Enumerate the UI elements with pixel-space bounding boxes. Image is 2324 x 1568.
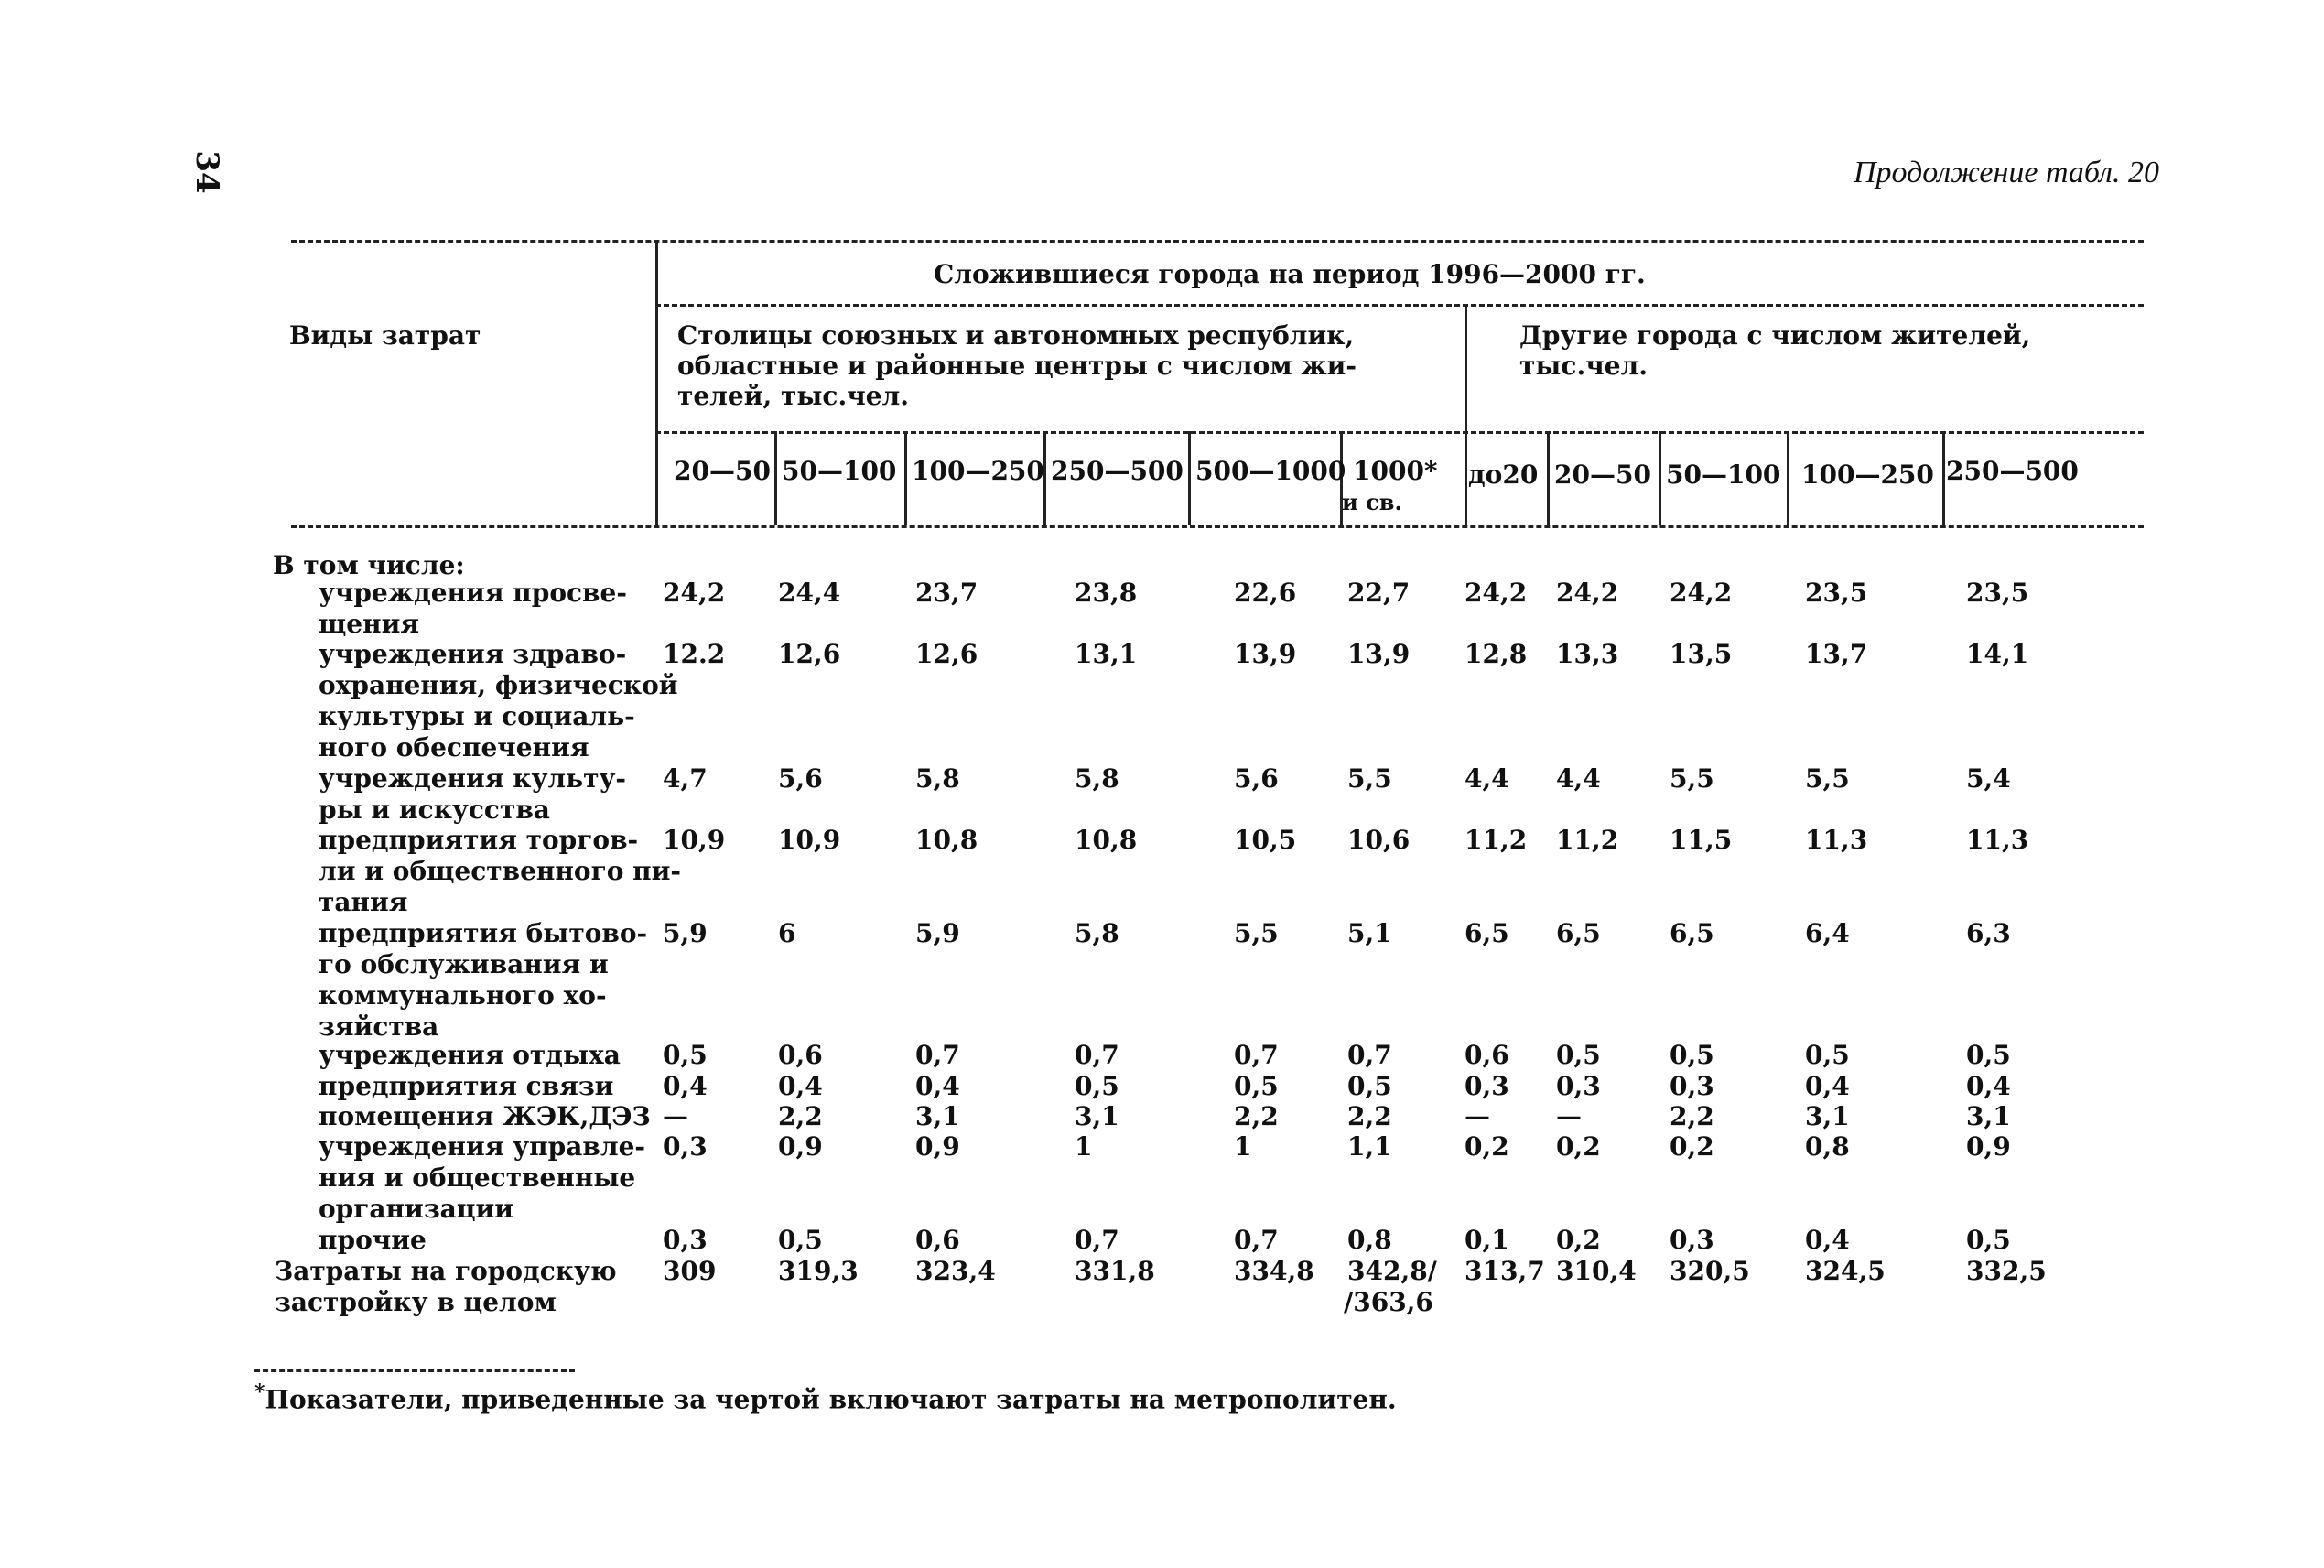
table-cell: 24,2 — [1670, 578, 1733, 608]
table-cell: 6,5 — [1670, 918, 1714, 948]
row-label-line: учреждения просве- — [319, 578, 627, 608]
subgroup-rule — [655, 431, 2144, 434]
row-label-line: прочие — [319, 1225, 427, 1255]
row-label — [319, 763, 626, 826]
table-cell: 6,4 — [1805, 918, 1850, 948]
table-cell: 23,7 — [915, 578, 978, 608]
page-number: 34 — [189, 150, 225, 194]
table-cell: 0,3 — [1670, 1071, 1714, 1101]
row-label-line: предприятия торгов- — [319, 825, 639, 855]
table-cell: 3,1 — [1075, 1101, 1119, 1131]
row-label — [319, 1225, 427, 1256]
row-label-line: коммунального хо- — [319, 980, 607, 1011]
row-label — [319, 1040, 621, 1071]
table-cell: 0,7 — [1234, 1040, 1279, 1070]
table-cell: 0,2 — [1465, 1131, 1509, 1162]
continuation-title: Продолжение табл. 20 — [1853, 156, 2159, 189]
table-cell: 2,2 — [778, 1101, 823, 1131]
table-cell: 0,6 — [915, 1225, 960, 1255]
table-cell: 11,2 — [1465, 825, 1528, 855]
row-label-line: учреждения отдыха — [319, 1040, 621, 1070]
table-cell: 13,5 — [1670, 639, 1733, 669]
column-header: 250—500 — [1946, 456, 2079, 486]
row-label-line: культуры и социаль- — [319, 701, 635, 731]
column-header: 100—250 — [912, 456, 1044, 486]
table-cell: 0,3 — [663, 1131, 708, 1162]
group-title: Сложившиеся города на период 1996—2000 гг. — [934, 259, 1646, 289]
row-label-line: тания — [319, 887, 408, 917]
table-cell: 5,5 — [1234, 918, 1279, 948]
total-extra: /363,6 — [1344, 1287, 1433, 1317]
table-cell: 10,5 — [1234, 825, 1297, 855]
table-cell: 5,1 — [1347, 918, 1392, 948]
table-cell: 12.2 — [663, 639, 726, 669]
table-cell: 3,1 — [915, 1101, 960, 1131]
row-label-line: ры и искусства — [319, 795, 550, 825]
column-header: 20—50 — [674, 456, 771, 486]
subgroup-a-line: телей, тыс.чел. — [677, 381, 909, 411]
subgroup-b-line: Другие города с числом жителей, — [1519, 320, 2031, 351]
table-cell: 0,9 — [778, 1131, 823, 1162]
row-label-line: ного обеспечения — [319, 732, 589, 762]
table-cell: 6,5 — [1465, 918, 1509, 948]
table-cell: 24,2 — [663, 578, 726, 608]
table-cell: 0,4 — [1966, 1071, 2011, 1101]
header-bottom-rule — [291, 525, 2144, 528]
table-cell: 10,9 — [778, 825, 841, 855]
footnote — [254, 1380, 1397, 1414]
table-cell: 0,2 — [1670, 1131, 1714, 1162]
table-cell: 0,2 — [1556, 1131, 1601, 1162]
total-label — [275, 1256, 617, 1318]
column-header: 20—50 — [1554, 460, 1651, 490]
table-cell: 23,8 — [1075, 578, 1138, 608]
column-header: 50—100 — [1666, 460, 1781, 490]
table-cell: 5,6 — [778, 763, 823, 794]
total-cell: 324,5 — [1805, 1256, 1886, 1286]
table-cell: 1 — [1234, 1131, 1252, 1162]
table-cell: 13,9 — [1234, 639, 1297, 669]
table-cell: 0,5 — [1966, 1040, 2011, 1070]
table-cell: 0,2 — [1556, 1225, 1601, 1255]
table-cell: 0,7 — [1075, 1225, 1119, 1255]
row-label-line: щения — [319, 609, 420, 639]
footnote-mark: * — [254, 1380, 265, 1404]
total-cell: 320,5 — [1670, 1256, 1750, 1286]
row-header: Виды затрат — [289, 320, 481, 351]
subgroup-b-title — [1519, 320, 2030, 381]
table-cell: 6,3 — [1966, 918, 2011, 948]
total-cell: 323,4 — [915, 1256, 996, 1286]
table-cell: — — [1465, 1101, 1490, 1131]
table-cell: 0,8 — [1805, 1131, 1850, 1162]
row-label-line: зяйства — [319, 1011, 439, 1042]
table-cell: 12,8 — [1465, 639, 1528, 669]
table-cell: 12,6 — [915, 639, 978, 669]
table-cell: 24,4 — [778, 578, 841, 608]
col-divider — [1188, 431, 1191, 525]
row-label — [319, 1071, 613, 1102]
row-label — [319, 639, 678, 763]
row-label-line: учреждения управле- — [319, 1131, 646, 1162]
table-cell: 0,5 — [1347, 1071, 1392, 1101]
total-cell: 313,7 — [1465, 1256, 1545, 1286]
table-cell: 0,1 — [1465, 1225, 1509, 1255]
col-divider — [774, 431, 777, 525]
total-cell: 342,8/ — [1347, 1256, 1437, 1286]
total-cell: 309 — [663, 1256, 717, 1286]
table-cell: 0,6 — [1465, 1040, 1509, 1070]
table-cell: 0,3 — [1556, 1071, 1601, 1101]
row-label-line: ния и общественные — [319, 1162, 636, 1193]
table-cell: 6,5 — [1556, 918, 1601, 948]
table-cell: 0,5 — [1075, 1071, 1119, 1101]
table-cell: 10,8 — [1075, 825, 1138, 855]
total-cell: 331,8 — [1075, 1256, 1155, 1286]
table-cell: — — [663, 1101, 688, 1131]
col-divider — [1787, 431, 1789, 525]
row-label-line: охранения, физической — [319, 670, 678, 700]
table-cell: 2,2 — [1234, 1101, 1279, 1131]
row-label — [319, 1101, 651, 1132]
table-cell: 14,1 — [1966, 639, 2029, 669]
col-divider — [1659, 431, 1661, 525]
table-cell: 0,5 — [1234, 1071, 1279, 1101]
table-cell: 11,5 — [1670, 825, 1733, 855]
table-cell: 0,4 — [663, 1071, 708, 1101]
table-cell: 5,9 — [915, 918, 960, 948]
table-cell: 11,3 — [1805, 825, 1868, 855]
table-cell: 22,7 — [1347, 578, 1411, 608]
footnote-text: Показатели, приведенные за чертой включают затраты на метрополитен. — [265, 1384, 1397, 1415]
table-cell: 11,2 — [1556, 825, 1619, 855]
table-cell: 24,2 — [1465, 578, 1528, 608]
table-cell: 2,2 — [1347, 1101, 1392, 1131]
row-label-line: го обслуживания и — [319, 949, 609, 979]
subgroup-a-title — [677, 320, 1357, 411]
table-cell: 5,9 — [663, 918, 708, 948]
table-cell: 0,5 — [1966, 1225, 2011, 1255]
table-cell: 0,7 — [1347, 1040, 1392, 1070]
table-cell: 6 — [778, 918, 796, 948]
table-cell: 0,4 — [778, 1071, 823, 1101]
table-cell: 22,6 — [1234, 578, 1297, 608]
row-label — [319, 918, 647, 1043]
row-label — [319, 578, 627, 640]
table-cell: 0,7 — [1234, 1225, 1279, 1255]
total-label-line: Затраты на городскую — [275, 1256, 617, 1286]
table-cell: 0,3 — [1670, 1225, 1714, 1255]
table-cell: 12,6 — [778, 639, 841, 669]
row-label-line: ли и общественного пи- — [319, 856, 682, 886]
col-divider — [1942, 431, 1945, 525]
header-vline-subgroups — [1465, 304, 1467, 525]
table-cell: 13,9 — [1347, 639, 1411, 669]
row-label-line: предприятия связи — [319, 1071, 614, 1101]
table-cell: — — [1556, 1101, 1582, 1131]
table-cell: 2,2 — [1670, 1101, 1714, 1131]
table-cell: 5,8 — [1075, 763, 1119, 794]
table-cell: 5,5 — [1670, 763, 1714, 794]
section-label: В том числе: — [273, 550, 465, 580]
table-cell: 10,8 — [915, 825, 978, 855]
footnote-rule — [254, 1369, 575, 1372]
table-cell: 5,8 — [915, 763, 960, 794]
table-cell: 0,9 — [915, 1131, 960, 1162]
col-divider — [904, 431, 907, 525]
table-cell: 23,5 — [1966, 578, 2029, 608]
row-label — [319, 1131, 645, 1225]
row-label-line: предприятия бытово- — [319, 918, 648, 948]
table-cell: 0,9 — [1966, 1131, 2011, 1162]
table-cell: 11,3 — [1966, 825, 2029, 855]
column-header: 50—100 — [782, 456, 897, 486]
table-cell: 10,9 — [663, 825, 726, 855]
table-cell: 0,5 — [1556, 1040, 1601, 1070]
table-cell: 13,3 — [1556, 639, 1619, 669]
table-cell: 0,8 — [1347, 1225, 1392, 1255]
column-header: 1000* — [1353, 456, 1438, 486]
table-cell: 0,3 — [663, 1225, 708, 1255]
col-divider — [1547, 431, 1550, 525]
table-cell: 13,1 — [1075, 639, 1138, 669]
row-label-line: организации — [319, 1194, 514, 1224]
group-title-rule — [655, 304, 2144, 307]
column-header-note: и св. — [1342, 489, 1402, 515]
table-cell: 5,6 — [1234, 763, 1279, 794]
table-cell: 5,4 — [1966, 763, 2011, 794]
table-cell: 0,7 — [915, 1040, 960, 1070]
table-cell: 3,1 — [1805, 1101, 1850, 1131]
table-cell: 3,1 — [1966, 1101, 2011, 1131]
table-cell: 0,4 — [1805, 1071, 1850, 1101]
table-cell: 5,5 — [1347, 763, 1392, 794]
table-cell: 1 — [1075, 1131, 1093, 1162]
table-cell: 4,4 — [1465, 763, 1509, 794]
row-label — [319, 825, 681, 918]
table-cell: 5,5 — [1805, 763, 1850, 794]
table-cell: 4,7 — [663, 763, 708, 794]
header-vline-main — [655, 240, 658, 525]
total-cell: 310,4 — [1556, 1256, 1637, 1286]
table-cell: 0,5 — [663, 1040, 708, 1070]
table-cell: 0,7 — [1075, 1040, 1119, 1070]
table-cell: 0,6 — [778, 1040, 823, 1070]
column-header: 100—250 — [1801, 460, 1934, 490]
table-cell: 0,5 — [778, 1225, 823, 1255]
table-cell: 13,7 — [1805, 639, 1868, 669]
row-label-line: помещения ЖЭК,ДЭЗ — [319, 1101, 651, 1131]
header-top-rule — [291, 240, 2144, 243]
total-cell: 332,5 — [1966, 1256, 2047, 1286]
table-cell: 10,6 — [1347, 825, 1411, 855]
table-cell: 23,5 — [1805, 578, 1868, 608]
subgroup-b-line: тыс.чел. — [1519, 351, 1648, 381]
total-cell: 319,3 — [778, 1256, 859, 1286]
total-label-line: застройку в целом — [275, 1287, 557, 1317]
table-cell: 0,5 — [1805, 1040, 1850, 1070]
table-cell: 0,4 — [915, 1071, 960, 1101]
table-cell: 0,4 — [1805, 1225, 1850, 1255]
table-cell: 4,4 — [1556, 763, 1601, 794]
row-label-line: учреждения здраво- — [319, 639, 627, 669]
subgroup-a-line: Столицы союзных и автономных республик, — [677, 320, 1355, 351]
table-cell: 1,1 — [1347, 1131, 1392, 1162]
column-header: до20 — [1468, 460, 1539, 490]
row-label-line: учреждения культу- — [319, 763, 627, 794]
table-cell: 24,2 — [1556, 578, 1619, 608]
table-cell: 0,3 — [1465, 1071, 1509, 1101]
column-header: 250—500 — [1051, 456, 1184, 486]
column-header: 500—1000 — [1195, 456, 1346, 486]
table-cell: 5,8 — [1075, 918, 1119, 948]
subgroup-a-line: областные и районные центры с числом жи- — [677, 351, 1357, 381]
table-cell: 0,5 — [1670, 1040, 1714, 1070]
total-cell: 334,8 — [1234, 1256, 1314, 1286]
